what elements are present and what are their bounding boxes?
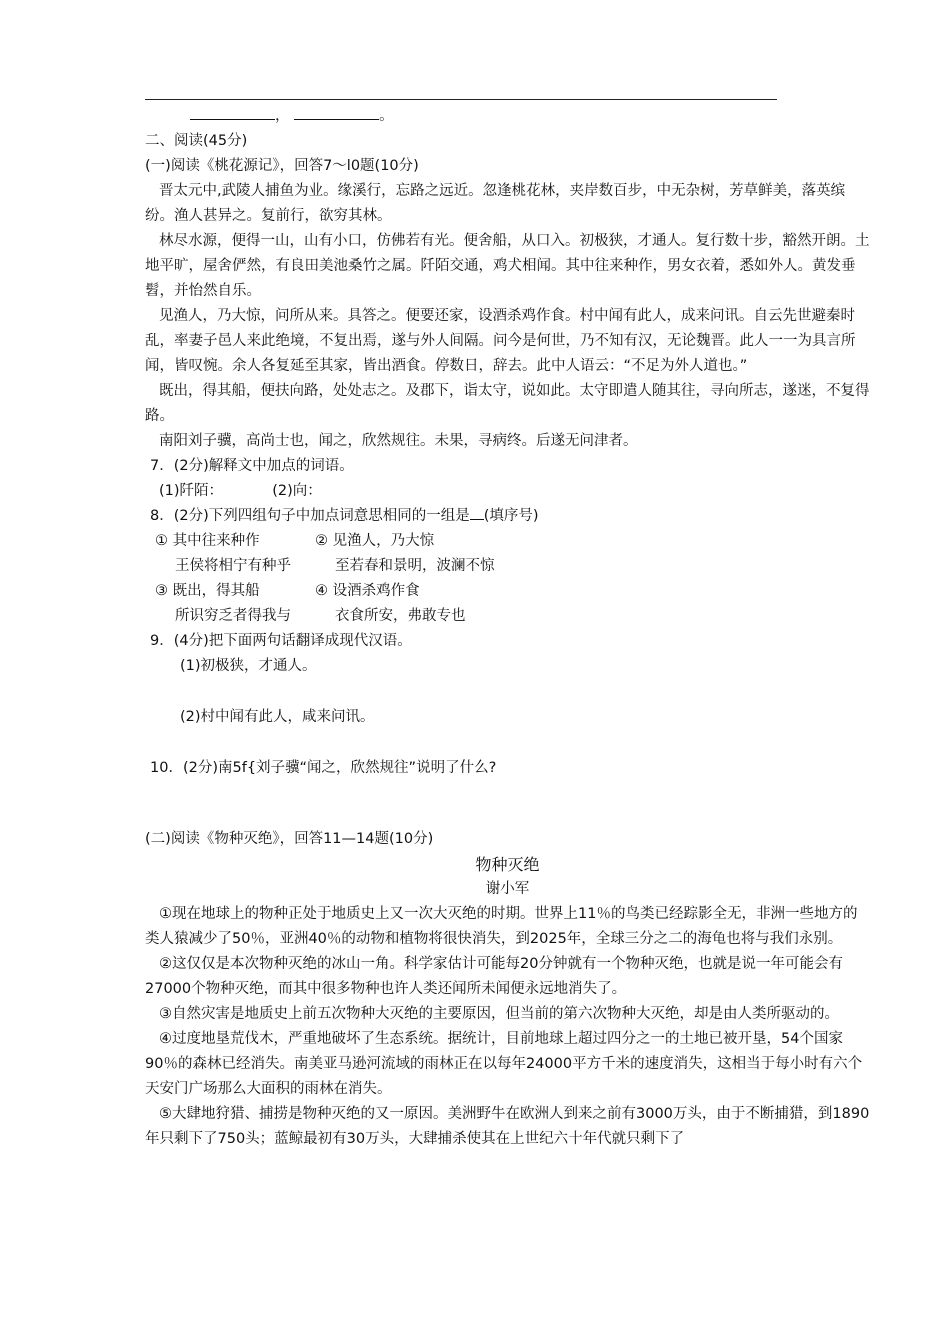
question-8-options-row-3	[145, 579, 870, 604]
question-8-option-3: ③ 既出，得其船	[155, 583, 260, 599]
passage-paragraph: 晋太元中,武陵人捕鱼为业。缘溪行，忘路之远近。忽逢桃花林，夹岸数百步，中无杂树，芳草鲜美，落英缤纷。渔人甚异之。复前行，欲穷其林。	[145, 183, 846, 224]
answer-blank[interactable]	[294, 105, 379, 120]
article-title: 物种灭绝	[475, 855, 540, 874]
article-author: 谢小军	[485, 881, 530, 897]
question-8-options-row-2	[145, 554, 870, 579]
article-paragraph: ⑤大肆地狩猎、捕捞是物种灭绝的又一原因。美洲野牛在欧洲人到来之前有3000万头，由于不断捕猎，到1890年只剩下了750头；蓝鲸最初有30万头，大肆捕杀使其在上世纪六十年代就只剩下了	[145, 1106, 870, 1147]
document-body	[145, 104, 870, 1152]
header-rule	[145, 99, 777, 100]
article-paragraph: ④过度地垦荒伐木，严重地破坏了生态系统。据统计，目前地球上超过四分之一的土地已被开垦，54个国家90％的森林已经消失。南美亚马逊河流域的雨林正在以每年24000平方千米的速度消失，这相当于每小时有六个天安门广场那么大面积的雨林在消失。	[145, 1031, 863, 1097]
question-8-option-4: ④ 设酒杀鸡作食	[315, 583, 420, 599]
question-8-option-1-b: 王侯将相宁有种乎	[175, 558, 291, 574]
comma: ，	[275, 108, 290, 124]
passage-paragraph: 林尽水源，便得一山，山有小口，仿佛若有光。便舍船，从口入。初极狭，才通人。复行数十步，豁然开朗。土地平旷，屋舍俨然，有良田美池桑竹之属。阡陌交通，鸡犬相闻。其中往来种作，男女衣着，悉如外人。黄发垂髫，并怡然自乐。	[145, 233, 870, 299]
passage-paragraph: 既出，得其船，便扶向路，处处志之。及郡下，诣太守，说如此。太守即遣人随其往，寻向所志，遂迷，不复得路。	[145, 383, 870, 424]
answer-blanks-line	[145, 104, 870, 129]
question-7-items	[145, 479, 870, 504]
period: 。	[379, 108, 394, 124]
article-paragraph: ③自然灾害是地质史上前五次物种大灭绝的主要原因，但当前的第六次物种大灭绝，却是由人类所驱动的。	[159, 1006, 839, 1022]
question-7-item-1: (1)阡陌：	[159, 483, 224, 499]
question-8-options-row-4	[145, 604, 870, 629]
question-8-option-3-b: 所识穷乏者得我与	[175, 608, 291, 624]
question-8-option-4-b: 衣食所安，弗敢专也	[335, 608, 466, 624]
passage-paragraph: 南阳刘子骥，高尚士也，闻之，欣然规往。未果，寻病终。后遂无问津者。	[159, 433, 638, 449]
question-7-stem: 7．(2分)解释文中加点的词语。	[150, 458, 354, 474]
question-8-option-1: ① 其中往来种作	[155, 533, 260, 549]
question-9-item-1: (1)初极狭，才通人。	[180, 658, 317, 674]
part1-heading: (一)阅读《桃花源记》，回答7～l0题(10分)	[145, 158, 419, 174]
question-10-stem: 10．(2分)南5f{刘子骥“闻之，欣然规往”说明了什么?	[150, 760, 497, 776]
question-9-stem: 9．(4分)把下面两句话翻译成现代汉语。	[150, 633, 412, 649]
answer-blank[interactable]	[470, 505, 484, 520]
question-8-options-row-1	[145, 529, 870, 554]
question-7-item-2: (2)向：	[272, 483, 322, 499]
question-8-option-2-b: 至若春和景明，波澜不惊	[335, 558, 495, 574]
part2-heading: (二)阅读《物种灭绝》，回答11—14题(10分)	[145, 831, 434, 847]
question-9-item-2: (2)村中闻有此人，咸来问讯。	[180, 709, 375, 725]
article-paragraph: ②这仅仅是本次物种灭绝的冰山一角。科学家估计可能每20分钟就有一个物种灭绝，也就是说一年可能会有27000个物种灭绝，而其中很多物种也许人类还闻所未闻便永远地消失了。	[145, 956, 843, 997]
passage-paragraph: 见渔人，乃大惊，问所从来。具答之。便要还家，设酒杀鸡作食。村中闻有此人，成来问讯。自云先世避秦时乱，率妻子邑人来此绝境，不复出焉，遂与外人间隔。问今是何世，乃不知有汉，无论魏晋。此人一一为具言所闻，皆叹惋。余人各复延至其家，皆出酒食。停数日，辞去。此中人语云：“不足为外人道也。”	[145, 308, 856, 374]
answer-blank[interactable]	[190, 105, 275, 120]
article-paragraph: ①现在地球上的物种正处于地质史上又一次大灭绝的时期。世界上11％的鸟类已经踪影全无，非洲一些地方的类人猿减少了50％，亚洲40％的动物和植物将很快消失，到2025年，全球三分之二的海龟也将与我们永别。	[145, 906, 858, 947]
question-8-option-2: ② 见渔人，乃大惊	[315, 533, 435, 549]
question-8-stem: 8．(2分)下列四组句子中加点词意思相同的一组是 (填序号)	[145, 504, 870, 529]
section-heading: 二、阅读(45分)	[145, 133, 248, 149]
